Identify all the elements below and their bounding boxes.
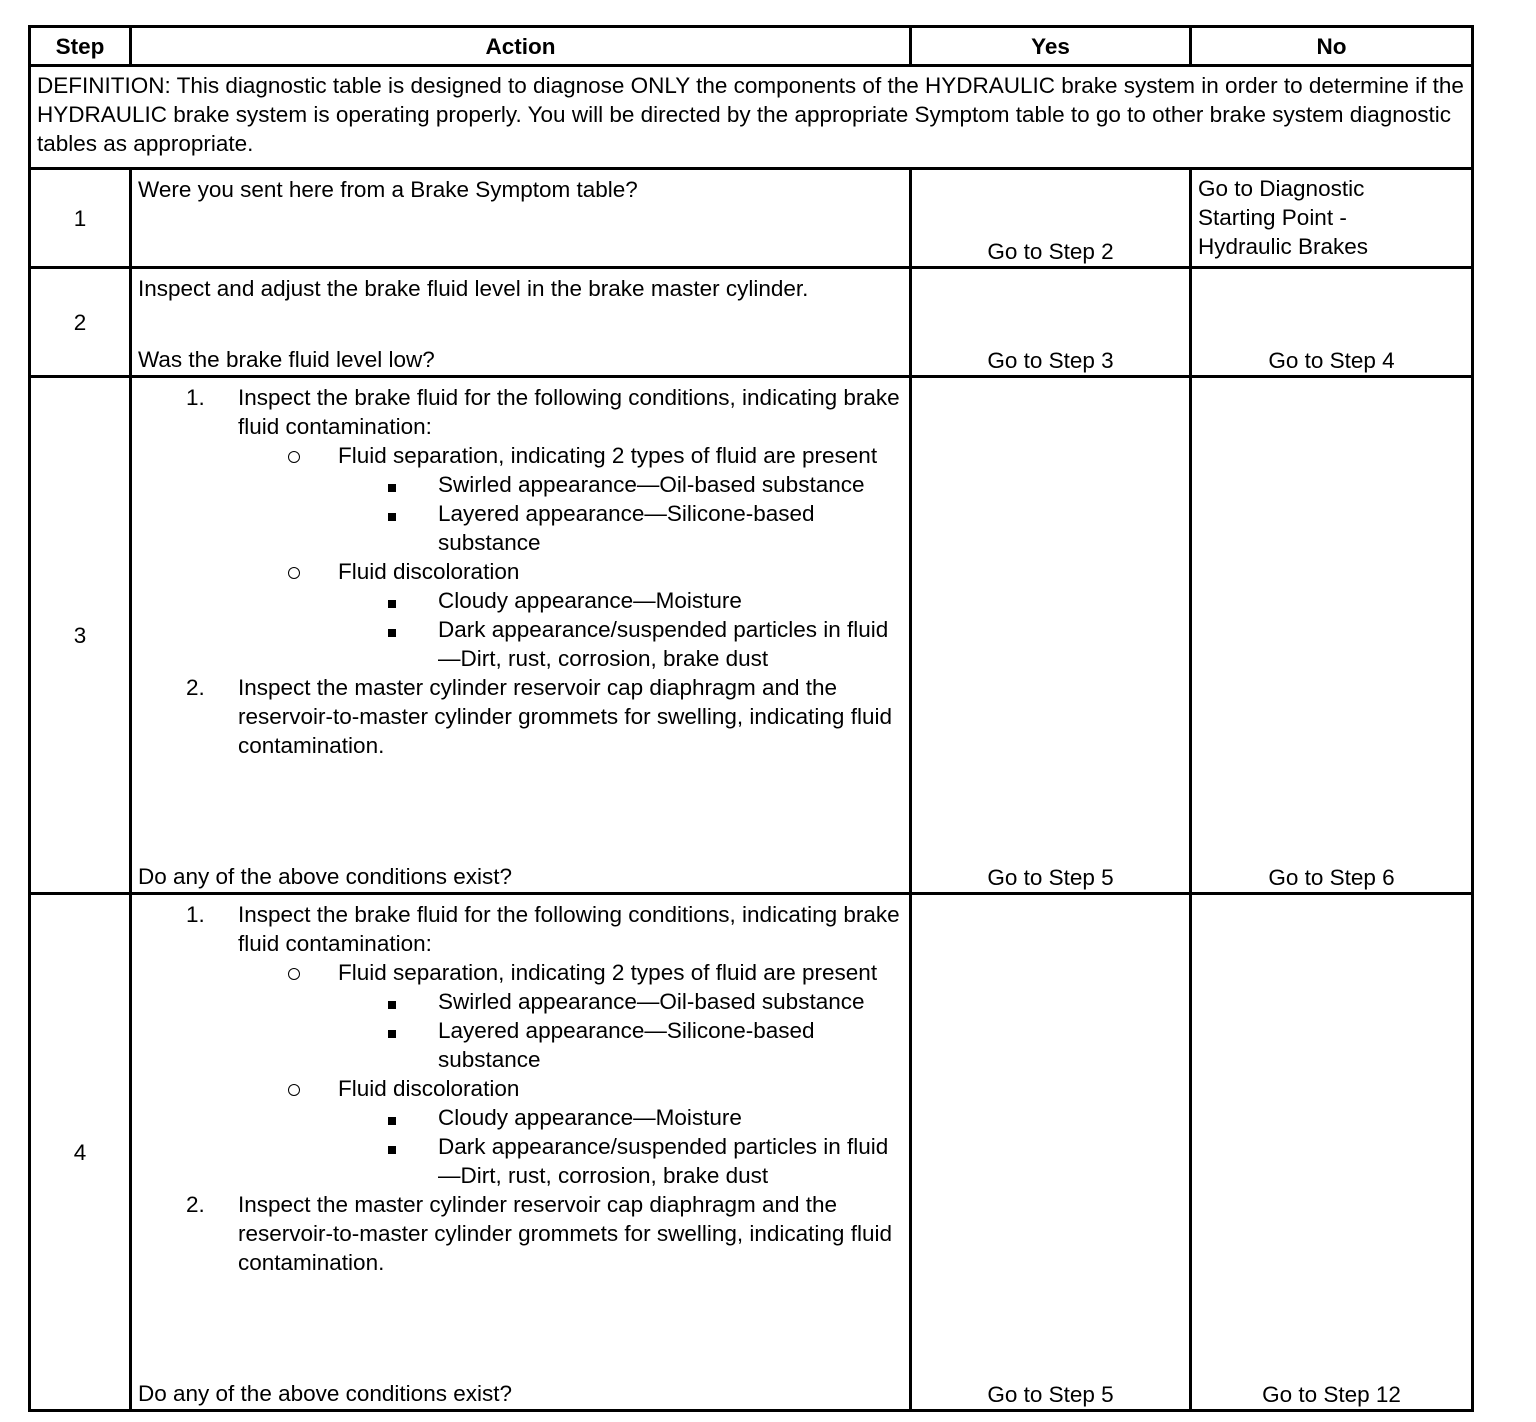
step-number: 2 (30, 268, 131, 377)
circle-bullet-icon (288, 968, 300, 980)
step-number: 3 (30, 377, 131, 894)
yes-link[interactable]: Go to Step 5 (987, 1382, 1114, 1407)
item-text: Fluid discoloration (338, 559, 520, 584)
list-item (138, 987, 903, 1016)
item-text: Cloudy appearance—Moisture (438, 1105, 742, 1130)
item-text: Inspect the master cylinder reservoir cap diaphragm and the reservoir-to-master cylinder grommets for swelling, indicating fluid contamination. (238, 1192, 892, 1275)
question-text: Do any of the above conditions exist? (138, 864, 512, 889)
no-result (1191, 169, 1473, 268)
list-item (138, 1103, 903, 1132)
item-text: Layered appearance—Silicone-based substance (438, 1018, 815, 1072)
item-text: Inspect the brake fluid for the following conditions, indicating brake fluid contamination: (238, 385, 900, 439)
list-item (138, 1016, 903, 1074)
yes-result (911, 268, 1191, 377)
definition-row (30, 66, 1473, 169)
yes-result (911, 894, 1191, 1411)
action-text: Inspect and adjust the brake fluid level in the brake master cylinder. (138, 276, 809, 301)
item-number: 2. (186, 675, 205, 700)
square-bullet-icon (388, 513, 396, 521)
item-text: Fluid separation, indicating 2 types of fluid are present (338, 960, 878, 985)
square-bullet-icon (388, 1117, 396, 1125)
no-link[interactable]: Go to Step 12 (1262, 1382, 1401, 1407)
table-row (30, 377, 1473, 894)
item-text: Fluid discoloration (338, 1076, 520, 1101)
header-no: No (1191, 27, 1473, 66)
list-item (138, 557, 903, 586)
circle-bullet-icon (288, 451, 300, 463)
step-number: 4 (30, 894, 131, 1411)
action-cell (131, 377, 911, 894)
item-text: Cloudy appearance—Moisture (438, 588, 742, 613)
no-result (1191, 377, 1473, 894)
list-item (138, 615, 903, 673)
square-bullet-icon (388, 1001, 396, 1009)
item-text: Inspect the master cylinder reservoir cap diaphragm and the reservoir-to-master cylinder grommets for swelling, indicating fluid contamination. (238, 675, 892, 758)
no-result (1191, 268, 1473, 377)
item-text: Swirled appearance—Oil-based substance (438, 989, 865, 1014)
list-item (138, 900, 903, 958)
circle-bullet-icon (288, 1084, 300, 1096)
no-result (1191, 894, 1473, 1411)
list-item (138, 1190, 903, 1277)
yes-link[interactable]: Go to Step 2 (987, 239, 1114, 264)
header-action: Action (131, 27, 911, 66)
square-bullet-icon (388, 1030, 396, 1038)
action-text: Were you sent here from a Brake Symptom table? (131, 169, 911, 268)
header-row (30, 27, 1473, 66)
action-cell (131, 268, 911, 377)
table-row (30, 894, 1473, 1411)
list-item (138, 470, 903, 499)
question-text: Was the brake fluid level low? (138, 347, 435, 372)
item-text: Dark appearance/suspended particles in fluid—Dirt, rust, corrosion, brake dust (438, 617, 889, 671)
yes-result (911, 377, 1191, 894)
list-item (138, 1074, 903, 1103)
step-number: 1 (30, 169, 131, 268)
no-link[interactable]: Go to Step 4 (1268, 348, 1395, 373)
action-cell (131, 894, 911, 1411)
yes-result (911, 169, 1191, 268)
item-text: Dark appearance/suspended particles in fluid—Dirt, rust, corrosion, brake dust (438, 1134, 889, 1188)
no-link[interactable]: Go to Diagnostic Starting Point - Hydraulic Brakes (1198, 176, 1369, 259)
item-text: Swirled appearance—Oil-based substance (438, 472, 865, 497)
definition-text: DEFINITION: This diagnostic table is designed to diagnose ONLY the components of the HYDRAULIC brake system in order to determine if the HYDRAULIC brake system is operating properly. You will be directed by the appropriate Symptom table to go to other brake system diagnostic tables as appropriate. (30, 66, 1473, 169)
square-bullet-icon (388, 600, 396, 608)
square-bullet-icon (388, 1146, 396, 1154)
item-text: Inspect the brake fluid for the following conditions, indicating brake fluid contamination: (238, 902, 900, 956)
item-text: Fluid separation, indicating 2 types of fluid are present (338, 443, 878, 468)
list-item (138, 673, 903, 760)
item-text: Layered appearance—Silicone-based substance (438, 501, 815, 555)
table-row (30, 169, 1473, 268)
table-row (30, 268, 1473, 377)
list-item (138, 499, 903, 557)
list-item (138, 1132, 903, 1190)
question-text: Do any of the above conditions exist? (138, 1381, 512, 1406)
header-step: Step (30, 27, 131, 66)
list-item (138, 586, 903, 615)
diagnostic-table (28, 25, 1474, 1412)
yes-link[interactable]: Go to Step 5 (987, 865, 1114, 890)
yes-link[interactable]: Go to Step 3 (987, 348, 1114, 373)
list-item (138, 383, 903, 441)
item-number: 1. (186, 902, 205, 927)
item-number: 2. (186, 1192, 205, 1217)
circle-bullet-icon (288, 567, 300, 579)
no-link[interactable]: Go to Step 6 (1268, 865, 1395, 890)
square-bullet-icon (388, 629, 396, 637)
list-item (138, 441, 903, 470)
item-number: 1. (186, 385, 205, 410)
square-bullet-icon (388, 484, 396, 492)
header-yes: Yes (911, 27, 1191, 66)
list-item (138, 958, 903, 987)
